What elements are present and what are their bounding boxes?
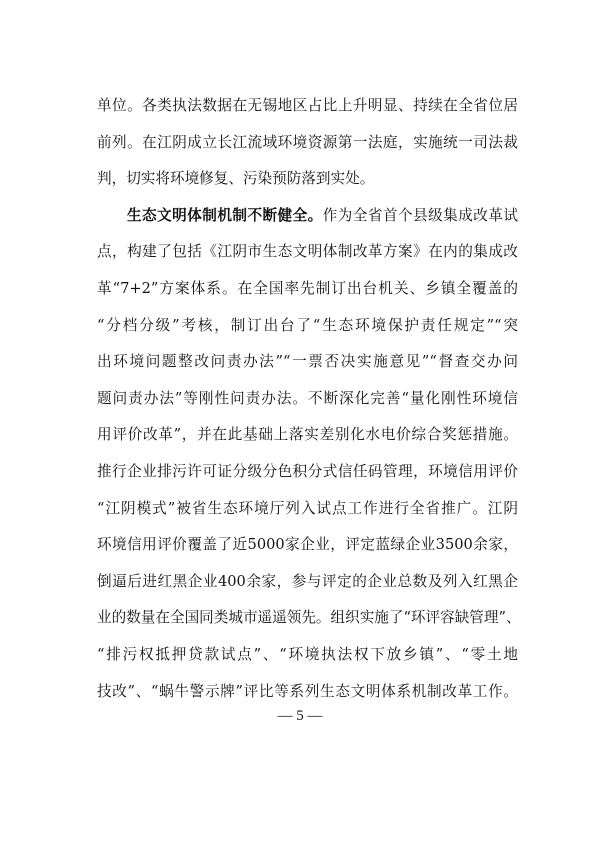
- text-line: 出环境问题整改问责办法”“一票否决实施意见”“督查交办问: [97, 353, 518, 371]
- document-body: [97, 94, 521, 716]
- text-line: 用评价改革”，并在此基础上落实差别化水电价综合奖惩措施。: [97, 426, 518, 444]
- text-line: “排污权抵押贷款试点”、“环境执法权下放乡镇”、“零土地: [97, 645, 518, 663]
- paragraph-heading: 生态文明体制机制不断健全。: [127, 206, 323, 224]
- text-line: “江阴模式”被省生态环境厅列入试点工作进行全省推广。江阴: [97, 499, 518, 517]
- text-line: 业的数量在全国同类城市遥遥领先。组织实施了“环评容缺管理”、: [97, 609, 521, 627]
- text-line: 倒逼后进红黑企业400余家，参与评定的企业总数及列入红黑企: [97, 572, 518, 590]
- paragraph-start-line: [97, 204, 518, 241]
- text-line: 推行企业排污许可证分级分色积分式信任码管理，环境信用评价: [97, 462, 518, 480]
- text-line: 革“7+2”方案体系。在全国率先制订出台机关、乡镇全覆盖的: [97, 279, 518, 297]
- text-span: 作为全省首个县级集成改革试: [322, 206, 518, 224]
- text-line: 单位。各类执法数据在无锡地区占比上升明显、持续在全省位居: [97, 97, 518, 114]
- text-line: “分档分级”考核，制订出台了“生态环境保护责任规定”“突: [97, 316, 518, 334]
- text-line: 前列。在江阴成立长江流域环境资源第一法庭，实施统一司法裁: [97, 133, 518, 151]
- page-number: — 5 —: [277, 708, 323, 724]
- text-line: 判，切实将环境修复、污染预防落到实处。: [97, 170, 375, 188]
- text-line: 点，构建了包括《江阴市生态文明体制改革方案》在内的集成改: [97, 243, 518, 261]
- text-line: 环境信用评价覆盖了近5000家企业，评定蓝绿企业3500余家，: [97, 536, 518, 554]
- text-line: 题问责办法”等刚性问责办法。不断深化完善“量化刚性环境信: [97, 389, 518, 407]
- text-line: 技改”、“蜗牛警示牌”评比等系列生态文明体系机制改革工作。: [97, 682, 518, 700]
